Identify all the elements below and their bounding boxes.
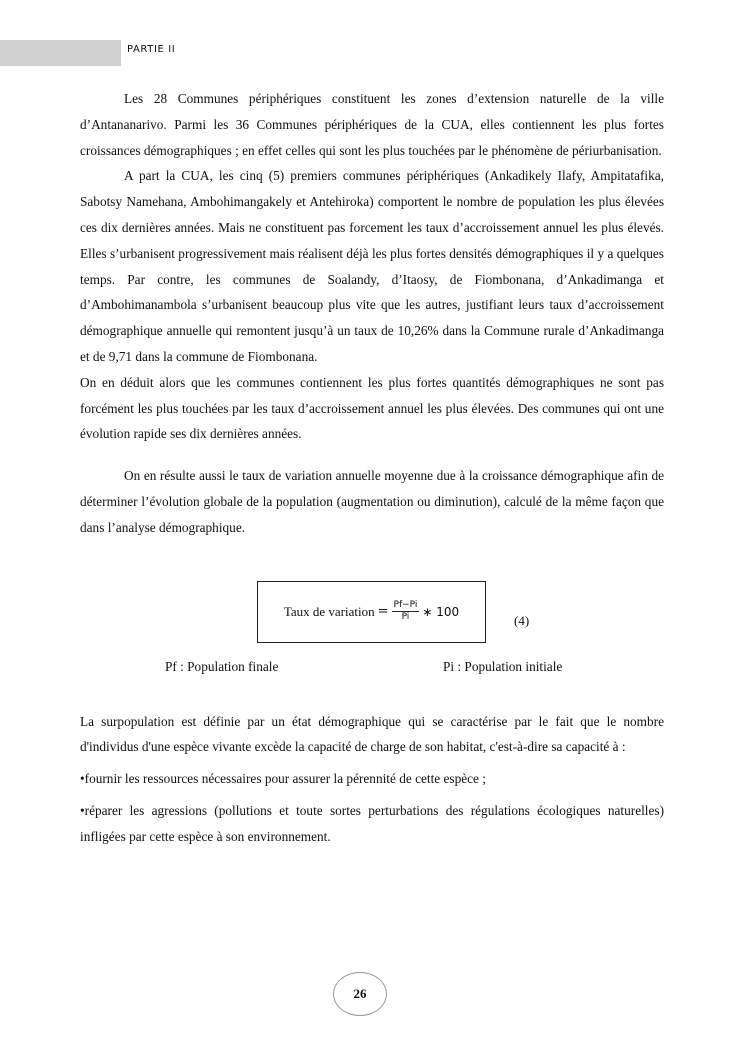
formula-multiplier: ∗ 100 [422, 604, 460, 619]
formula-fraction [392, 600, 420, 623]
paragraph-communes-peripheriques: Les 28 Communes périphériques constituent les zones d’extension naturelle de la ville d’Antananarivo. Parmi les 36 Communes périphériques de la CUA, elles contiennent les plus fortes croissances démographiques ; en effet celles qui sont les plus touchées par le phénomène de périurbanisation. [80, 91, 664, 158]
legend-pi: Pi : Population initiale [443, 658, 563, 674]
formula-label: Taux de variation [283, 603, 375, 619]
paragraph-taux-variation: On en résulte aussi le taux de variation annuelle moyenne due à la croissance démographique afin de déterminer l’évolution globale de la population (augmentation ou diminution), calculé de la même façon que dans l’analyse démographique. [80, 468, 664, 535]
paragraph-surpopulation: La surpopulation est définie par un état démographique qui se caractérise par le fait que le nombre d'individus d'une espèce vivante excède la capacité de charge de son habitat, c'est-à-dire sa capacité à : [80, 713, 664, 755]
paragraph-cinq-communes: A part la CUA, les cinq (5) premiers communes périphériques (Ankadikely Ilafy, Ampitatafika, Sabotsy Namehana, Ambohimangakely et Antehiroka) comportent le nombre de population les plus élevées ces dix dernières années. Mais ne constituent pas forcement les taux d’accroissement annuel les plus élevés. Elles s’urbanisent progressivement mais réalisent déjà les plus fortes densités démographiques il y a quelques temps. Par contre, les communes de Soalandy, d’Itaosy, de Fiombonana, d’Ankadimanga et d’Ambohimanambola s’urbanisent beaucoup plus vite que les autres, justifiant leurs taux d’accroissement démographique annuelle qui remontent jusqu’à un taux de 10,26% dans la Commune rurale d’Ankadimanga et de 9,71 dans la commune de Fiombonana. [80, 168, 664, 364]
bullet-agressions: •réparer les agressions (pollutions et toute sortes perturbations des régulations écologiques naturelles) infligées par cette espèce à son environnement. [80, 802, 664, 844]
formula-equals: = [377, 604, 389, 620]
page-number: 26 [333, 972, 387, 1016]
section-header: PARTIE II [127, 44, 176, 55]
header-bar [0, 40, 121, 66]
formula-denominator: Pi [401, 612, 410, 623]
bullet-ressources: •fournir les ressources nécessaires pour assurer la pérennité de cette espèce ; [80, 771, 486, 787]
formula-block [80, 581, 664, 681]
formula-numerator: Pf−Pi [393, 600, 418, 611]
page-content [80, 86, 664, 850]
formula-box [257, 581, 486, 643]
equation-number: (4) [514, 612, 530, 628]
legend-pf: Pf : Population finale [165, 658, 279, 674]
paragraph-deduction: On en déduit alors que les communes contiennent les plus fortes quantités démographiques ne sont pas forcément les plus touchées par les taux d’accroissement annuel les plus élevées. Des communes qui ont une évolution rapide ses dix dernières années. [80, 374, 664, 442]
